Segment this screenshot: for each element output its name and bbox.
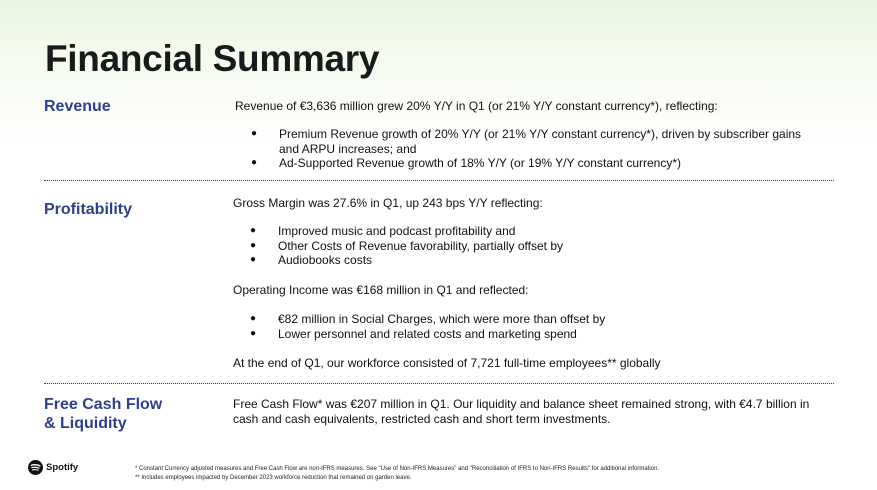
- page-title: Financial Summary: [45, 38, 380, 79]
- fcf-label: [44, 395, 162, 433]
- bullet-icon: ●: [251, 128, 258, 139]
- spotify-logo-icon: [28, 460, 43, 475]
- bullet-icon: ●: [250, 239, 257, 251]
- spotify-logo: [28, 460, 78, 475]
- list-item: ● Other Costs of Revenue favorability, partially offset by: [250, 238, 564, 253]
- list-item: ● Improved music and podcast profitability and: [250, 224, 516, 238]
- fcf-label-line2: & Liquidity: [44, 415, 127, 432]
- list-item: ● Audiobooks costs: [250, 253, 373, 267]
- revenue-label: Revenue: [44, 98, 111, 115]
- gross-margin-intro: Gross Margin was 27.6% in Q1, up 243 bps Y/Y reflecting:: [233, 196, 543, 210]
- spotify-logo-text: Spotify: [46, 462, 79, 473]
- bullet-icon: ●: [250, 254, 257, 265]
- operating-income-bullets: [250, 312, 820, 341]
- list-item: ● Lower personnel and related costs and marketing spend: [250, 326, 577, 341]
- fcf-label-line1: Free Cash Flow: [44, 396, 163, 413]
- operating-income-intro: Operating Income was €168 million in Q1 and reflected:: [233, 283, 529, 297]
- list-item: ● €82 million in Social Charges, which were more than offset by: [250, 312, 606, 326]
- list-item: ● Ad-Supported Revenue growth of 18% Y/Y (or 19% Y/Y constant currency*): [251, 156, 682, 170]
- bullet-icon: ●: [250, 225, 257, 236]
- profitability-label: Profitability: [44, 201, 133, 218]
- list-item: ● Premium Revenue growth of 20% Y/Y (or 21% Y/Y constant currency*), driven by subscriber gains and ARPU increases; and: [251, 127, 802, 156]
- bullet-icon: ●: [250, 313, 257, 324]
- gross-margin-bullets: [250, 224, 820, 268]
- bullet-icon: ●: [250, 327, 257, 339]
- footnote-1: * Constant Currency adjusted measures and Free Cash Flow are non-IFRS measures. See "Use of Non-IFRS Measures" and "Reconciliation of IFRS to Non-IFRS Results" for additional information.: [135, 466, 660, 472]
- section-divider: [44, 383, 834, 384]
- fcf-text: Free Cash Flow* was €207 million in Q1. Our liquidity and balance sheet remained strong, with €4.7 billion in cash and cash equivalents, restricted cash and short term investments.: [233, 397, 810, 426]
- revenue-intro: Revenue of €3,636 million grew 20% Y/Y in Q1 (or 21% Y/Y constant currency*), reflecting:: [235, 99, 718, 113]
- bullet-icon: ●: [251, 157, 258, 168]
- section-divider: [44, 180, 834, 181]
- workforce-text: At the end of Q1, our workforce consisted of 7,721 full-time employees** globally: [233, 356, 661, 370]
- revenue-bullets: [251, 127, 821, 171]
- footnote-2: ** Includes employees impacted by December 2023 workforce reduction that remained on garden leave.: [135, 475, 412, 481]
